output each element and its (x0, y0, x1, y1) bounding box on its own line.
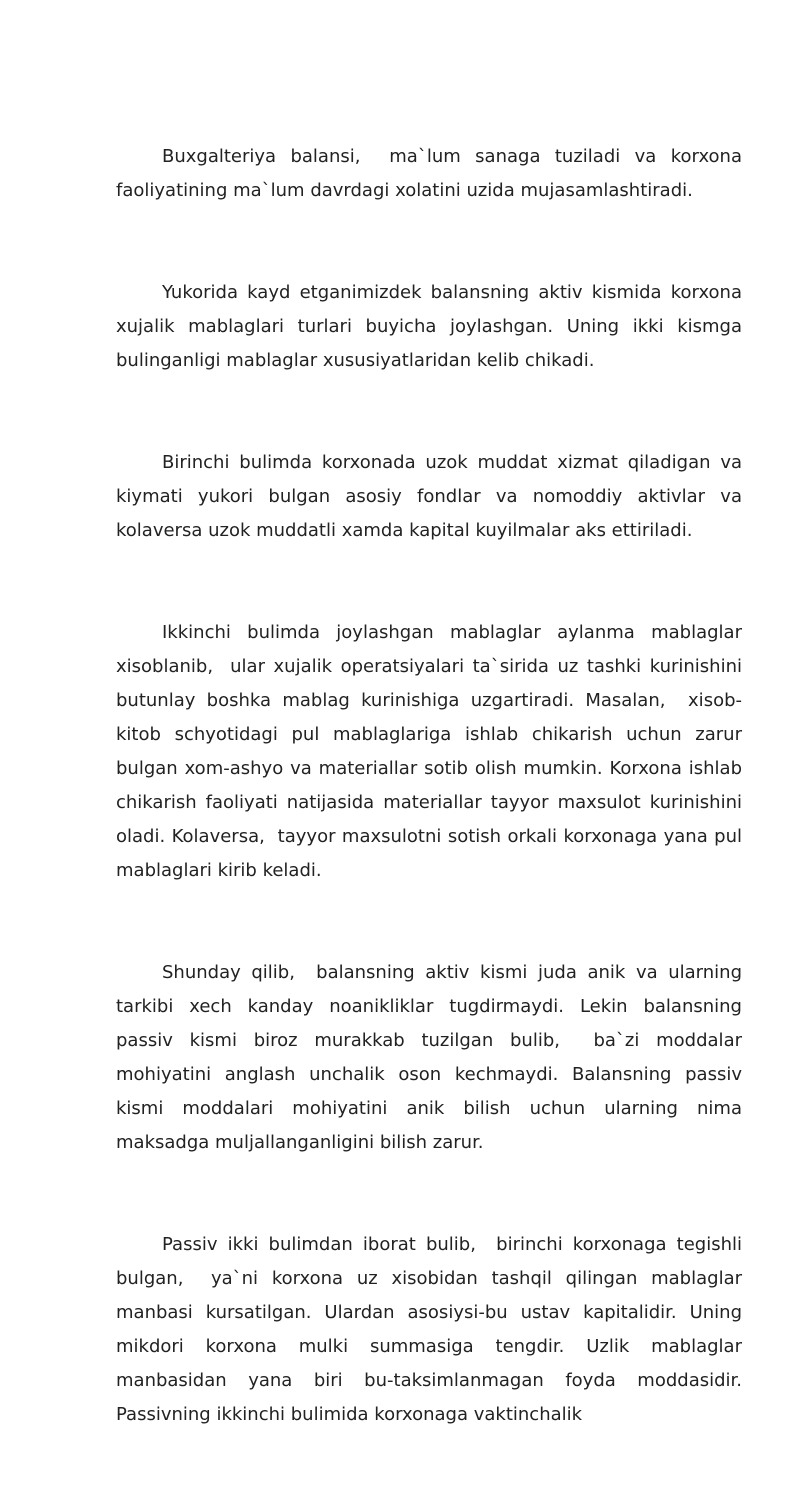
paragraph-5: Shunday qilib, balansning aktiv kismi juda anik va ularning tarkibi xech kanday noanikliklar tugdirmaydi. Lekin balansning passiv kismi biroz murakkab tuzilgan bulib, ba`zi moddalar mohiyatini anglash unchalik oson kechmaydi. Balansning passiv kismi moddalari mohiyatini anik bilish uchun ularning nima maksadga muljallanganligini bilish zarur. (116, 962, 748, 1153)
paragraph-4: Ikkinchi bulimda joylashgan mablaglar aylanma mablaglar xisoblanib, ular xujalik operatsiyalari ta`sirida uz tashki kurinishini butunlay boshka mablag kurinishiga uzgartiradi. Masalan, xisob-kitob schyotidagi pul mablaglariga ishlab chikarish uchun zarur bulgan xom-ashyo va materiallar sotib olish mumkin. Korxona ishlab chikarish faoliyati natijasida materiallar tayyor maxsulot kurinishini oladi. Kolaversa, tayyor maxsulotni sotish orkali korxonaga yana pul mablaglari kirib keladi. (116, 622, 748, 881)
paragraph-2: Yukorida kayd etganimizdek balansning aktiv kismida korxona xujalik mablaglari turlari buyicha joylashgan. Uning ikki kismga bulinganligi mablaglar xususiyatlaridan kelib chikadi. (116, 282, 748, 371)
paragraph-3: Birinchi bulimda korxonada uzok muddat xizmat qiladigan va kiymati yukori bulgan asosiy fondlar va nomoddiy aktivlar va kolaversa uzok muddatli xamda kapital kuyilmalar aks ettiriladi. (116, 452, 748, 541)
paragraph-6: Passiv ikki bulimdan iborat bulib, birinchi korxonaga tegishli bulgan, ya`ni korxona uz xisobidan tashqil qilingan mablaglar manbasi kursatilgan. Ulardan asosiysi-bu ustav kapitalidir. Uning mikdori korxona mulki summasiga tengdir. Uzlik mablaglar manbasidan yana biri bu-taksimlanmagan foyda moddasidir. Passivning ikkinchi bulimida korxonaga vaktinchalik (116, 1234, 748, 1425)
document-body (116, 72, 748, 1500)
paragraph-1: Buxgalteriya balansi, ma`lum sanaga tuziladi va korxona faoliyatining ma`lum davrdagi xolatini uzida mujasamlashtiradi. (116, 146, 748, 201)
